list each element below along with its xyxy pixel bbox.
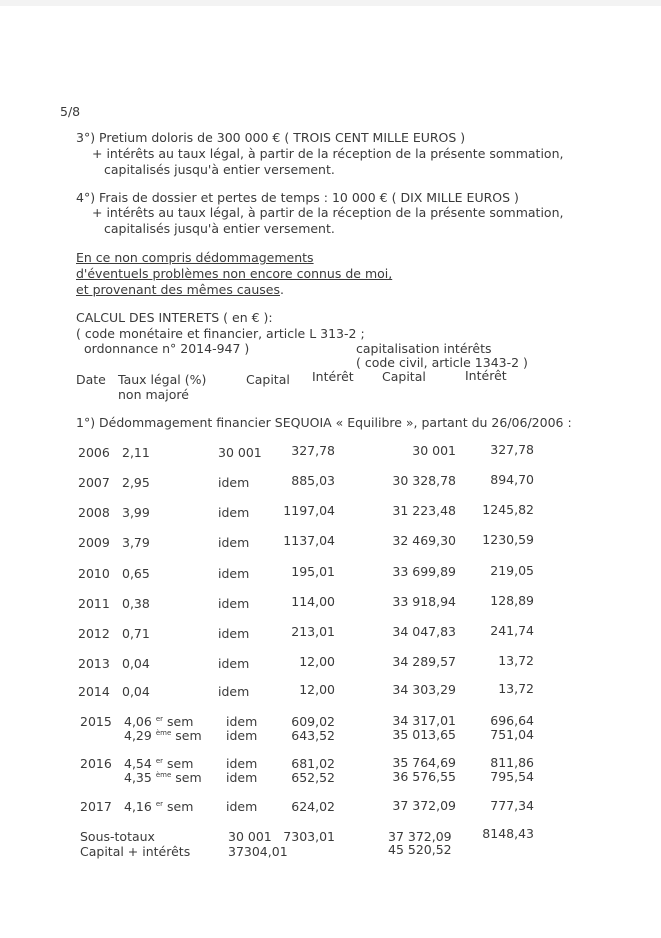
header-capital-2: Capital [382, 369, 426, 384]
row-rate-semester [124, 728, 202, 743]
calcul-ref2: ordonnance n° 2014-947 ) [84, 341, 250, 356]
row-capital: idem [218, 566, 250, 581]
row-cap-capital: 30 001 [412, 443, 456, 458]
semester-ordinal: ème [155, 771, 172, 779]
row-interest: 1197,04 [283, 503, 335, 518]
row-interest: 643,52 [291, 728, 335, 743]
row-capital: idem [218, 475, 250, 490]
row-cap-capital: 34 317,01 [392, 713, 456, 728]
row-interest: 114,00 [291, 594, 335, 609]
row-cap-capital: 31 223,48 [392, 503, 456, 518]
item4-line1: 4°) Frais de dossier et pertes de temps : 10 000 € ( DIX MILLE EUROS ) [76, 190, 519, 205]
row-interest: 12,00 [299, 654, 335, 669]
row-interest: 609,02 [291, 714, 335, 729]
note-line2: d'éventuels problèmes non encore connus de moi, [76, 266, 393, 281]
subtotal-interest: 7303,01 [283, 829, 335, 844]
item3-line3: capitalisés jusqu'à entier versement. [104, 162, 335, 177]
row-interest: 327,78 [291, 443, 335, 458]
header-interet-2: Intérêt [465, 368, 507, 383]
note-line1: En ce non compris dédommagements [76, 250, 314, 265]
row-year: 2006 [78, 445, 110, 460]
row-interest: 681,02 [291, 756, 335, 771]
item4-line2: + intérêts au taux légal, à partir de la réception de la présente sommation, [92, 205, 564, 220]
semester-label: sem [167, 799, 194, 814]
row-cap-interest: 777,34 [490, 798, 534, 813]
row-rate-semester [124, 756, 193, 771]
semester-label: sem [167, 714, 194, 729]
item3-line2: + intérêts au taux légal, à partir de la réception de la présente sommation, [92, 146, 564, 161]
row-year: 2009 [78, 535, 110, 550]
row-cap-interest: 696,64 [490, 713, 534, 728]
row-cap-capital: 34 289,57 [392, 654, 456, 669]
row-capital: idem [226, 770, 258, 785]
item4-line3: capitalisés jusqu'à entier versement. [104, 221, 335, 236]
total-value: 37304,01 [228, 844, 288, 859]
semester-label: sem [175, 770, 202, 785]
row-rate: 4,29 [124, 728, 152, 743]
row-cap-capital: 36 576,55 [392, 769, 456, 784]
header-taux: Taux légal (%) [118, 372, 207, 387]
row-cap-interest: 1230,59 [482, 532, 534, 547]
row-year: 2010 [78, 566, 110, 581]
row-rate: 2,95 [122, 475, 150, 490]
row-cap-capital: 35 764,69 [392, 755, 456, 770]
row-interest: 195,01 [291, 564, 335, 579]
page-top-edge [0, 0, 661, 6]
row-cap-capital: 35 013,65 [392, 727, 456, 742]
note-line3-wrapper: et provenant des mêmes causes. [76, 282, 284, 297]
row-year: 2014 [78, 684, 110, 699]
row-cap-interest: 128,89 [490, 593, 534, 608]
item3-line1: 3°) Pretium doloris de 300 000 € ( TROIS CENT MILLE EUROS ) [76, 130, 466, 145]
row-rate: 4,35 [124, 770, 152, 785]
row-year: 2013 [78, 656, 110, 671]
capitalisation-ref: ( code civil, article 1343-2 ) [356, 355, 528, 370]
row-interest: 1137,04 [283, 533, 335, 548]
row-rate: 0,38 [122, 596, 150, 611]
row-interest: 624,02 [291, 799, 335, 814]
row-rate: 0,71 [122, 626, 150, 641]
total-cap-value: 45 520,52 [388, 842, 452, 857]
row-cap-interest: 751,04 [490, 727, 534, 742]
header-non-majore: non majoré [118, 387, 189, 402]
row-rate: 0,04 [122, 656, 150, 671]
row-cap-capital: 34 303,29 [392, 682, 456, 697]
row-year: 2017 [80, 799, 112, 814]
capitalisation-title: capitalisation intérêts [356, 341, 492, 356]
row-cap-interest: 219,05 [490, 563, 534, 578]
row-cap-interest: 327,78 [490, 442, 534, 457]
row-rate: 0,65 [122, 566, 150, 581]
row-cap-capital: 33 699,89 [392, 564, 456, 579]
row-rate-semester [124, 770, 202, 785]
row-cap-interest: 795,54 [490, 769, 534, 784]
subtotal-cap-interest: 8148,43 [482, 826, 534, 841]
row-capital: idem [226, 799, 258, 814]
row-capital: 30 001 [218, 445, 262, 460]
row-capital: idem [218, 626, 250, 641]
row-year: 2011 [78, 596, 110, 611]
row-cap-interest: 894,70 [490, 472, 534, 487]
row-cap-capital: 33 918,94 [392, 594, 456, 609]
row-interest: 885,03 [291, 473, 335, 488]
subtotal-cap-capital: 37 372,09 [388, 829, 452, 844]
row-year: 2015 [80, 714, 112, 729]
row-cap-capital: 34 047,83 [392, 624, 456, 639]
row-capital: idem [226, 756, 258, 771]
semester-ordinal: er [155, 757, 164, 765]
row-capital: idem [218, 596, 250, 611]
row-year: 2016 [80, 756, 112, 771]
row-rate-semester [124, 799, 193, 814]
total-label: Capital + intérêts [80, 844, 191, 859]
row-year: 2012 [78, 626, 110, 641]
row-year: 2008 [78, 505, 110, 520]
row-cap-interest: 1245,82 [482, 502, 534, 517]
row-interest: 213,01 [291, 624, 335, 639]
row-cap-interest: 241,74 [490, 623, 534, 638]
row-cap-interest: 13,72 [498, 653, 534, 668]
row-rate-semester [124, 714, 193, 729]
row-rate: 4,54 [124, 756, 152, 771]
row-capital: idem [218, 656, 250, 671]
row-capital: idem [218, 535, 250, 550]
row-cap-capital: 32 469,30 [392, 533, 456, 548]
row-rate: 3,99 [122, 505, 150, 520]
semester-ordinal: er [155, 800, 164, 808]
row-cap-interest: 13,72 [498, 681, 534, 696]
semester-ordinal: ème [155, 729, 172, 737]
row-capital: idem [218, 505, 250, 520]
row-rate: 2,11 [122, 445, 150, 460]
row-cap-capital: 37 372,09 [392, 798, 456, 813]
row-capital: idem [226, 714, 258, 729]
header-interet: Intérêt [312, 369, 354, 384]
page-number: 5/8 [60, 104, 81, 119]
semester-label: sem [175, 728, 202, 743]
header-date: Date [76, 372, 106, 387]
header-capital: Capital [246, 372, 290, 387]
row-rate: 0,04 [122, 684, 150, 699]
row-year: 2007 [78, 475, 110, 490]
semester-label: sem [167, 756, 194, 771]
row-rate: 4,06 [124, 714, 152, 729]
row-capital: idem [226, 728, 258, 743]
semester-ordinal: er [155, 715, 164, 723]
calcul-ref1: ( code monétaire et financier, article L 313-2 ; [76, 326, 365, 341]
row-cap-capital: 30 328,78 [392, 473, 456, 488]
note-line3: et provenant des mêmes causes [76, 282, 280, 297]
row-interest: 12,00 [299, 682, 335, 697]
subtotal-capital: 30 001 [228, 829, 272, 844]
row-rate: 3,79 [122, 535, 150, 550]
section-title: 1°) Dédommagement financier SEQUOIA « Equilibre », partant du 26/06/2006 : [76, 415, 572, 430]
calcul-title: CALCUL DES INTERETS ( en € ): [76, 310, 273, 325]
row-interest: 652,52 [291, 770, 335, 785]
row-rate: 4,16 [124, 799, 152, 814]
row-cap-interest: 811,86 [490, 755, 534, 770]
subtotal-label: Sous-totaux [80, 829, 155, 844]
row-capital: idem [218, 684, 250, 699]
